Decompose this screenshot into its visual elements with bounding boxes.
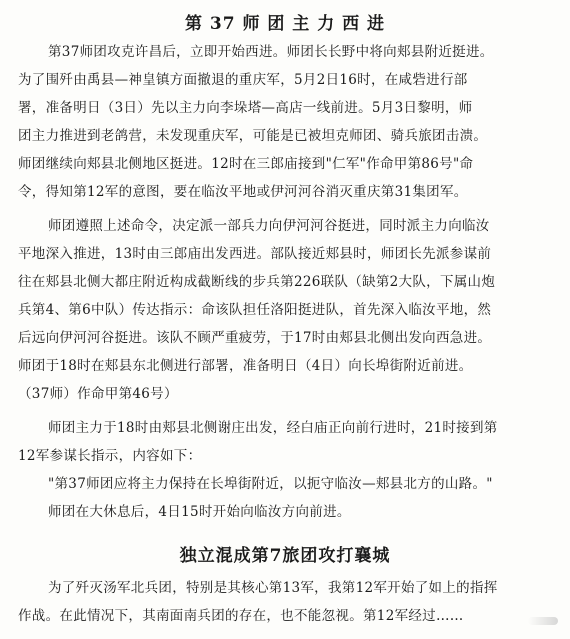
paragraph-line: 令，得知第12军的意图，要在临汝平地或伊河河谷消灭重庆第31集团军。 bbox=[18, 184, 468, 200]
paragraph-line: 为了围歼由禹县—神皇镇方面撤退的重庆军，5月2日16时，在咸砦进行部 bbox=[18, 72, 468, 88]
paragraph-line: 为了歼灭汤军北兵团，特别是其核心第13军，我第12军开始了如上的指挥 bbox=[48, 580, 498, 596]
paragraph-line: 师团继续向郏县北侧地区挺进。12时在三郎庙接到"仁军"作命甲第86号"命 bbox=[18, 156, 474, 172]
paragraph-line: 后远向伊河河谷挺进。该队不顾严重疲劳，于17时由郏县北侧出发向西急进。 bbox=[18, 330, 492, 346]
section-title: 独立混成第7旅团攻打襄城 bbox=[179, 546, 391, 566]
scan-artifact bbox=[528, 617, 558, 625]
paragraph-line: 师团在大休息后，4日15时开始向临汝方向前进。 bbox=[48, 504, 351, 520]
paragraph-line: 团主力推进到老鸽营，未发现重庆军，可能是已被坦克师团、骑兵旅团击溃。 bbox=[18, 128, 488, 144]
paragraph-line: 平地深入推进，13时由三郎庙出发西进。部队接近郏县时，师团长先派参谋前 bbox=[18, 246, 492, 262]
quote-line: "第37师团应将主力保持在长埠街附近，以扼守临汝—郏县北方的山路。" bbox=[48, 476, 493, 492]
paragraph-line: 署，准备明日（3日）先以主力向李垛塔—高店一线前进。5月3日黎明，师 bbox=[18, 100, 473, 116]
paragraph-line: 作战。在此情况下，其南面南兵团的存在，也不能忽视。第12军经过…… bbox=[18, 608, 464, 624]
paragraph-line: 师团于18时在郏县东北侧进行部署，准备明日（4日）向长埠街附近前进。 bbox=[18, 358, 473, 374]
paragraph-line: （37师）作命甲第46号） bbox=[18, 386, 178, 402]
paragraph-line: 师团遵照上述命令，决定派一部兵力向伊河河谷挺进，同时派主力向临汝 bbox=[48, 218, 490, 234]
section-title: 第 37 师 团 主 力 西 进 bbox=[184, 14, 386, 34]
paragraph-line: 第37师团攻克许昌后，立即开始西进。师团长长野中将向郏县附近挺进。 bbox=[48, 44, 494, 60]
paragraph-line: 12军参谋长指示，内容如下： bbox=[18, 448, 202, 464]
paragraph-line: 往在郏县北侧大都庄附近构成截断线的步兵第226联队（缺第2大队，下属山炮 bbox=[18, 274, 496, 290]
paragraph-line: 师团主力于18时由郏县北侧谢庄出发，经白庙正向前行进时，21时接到第 bbox=[48, 420, 498, 436]
paragraph-line: 兵第4、第6中队）传达指示：命该队担任洛阳挺进队，首先深入临汝平地，然 bbox=[18, 302, 492, 318]
